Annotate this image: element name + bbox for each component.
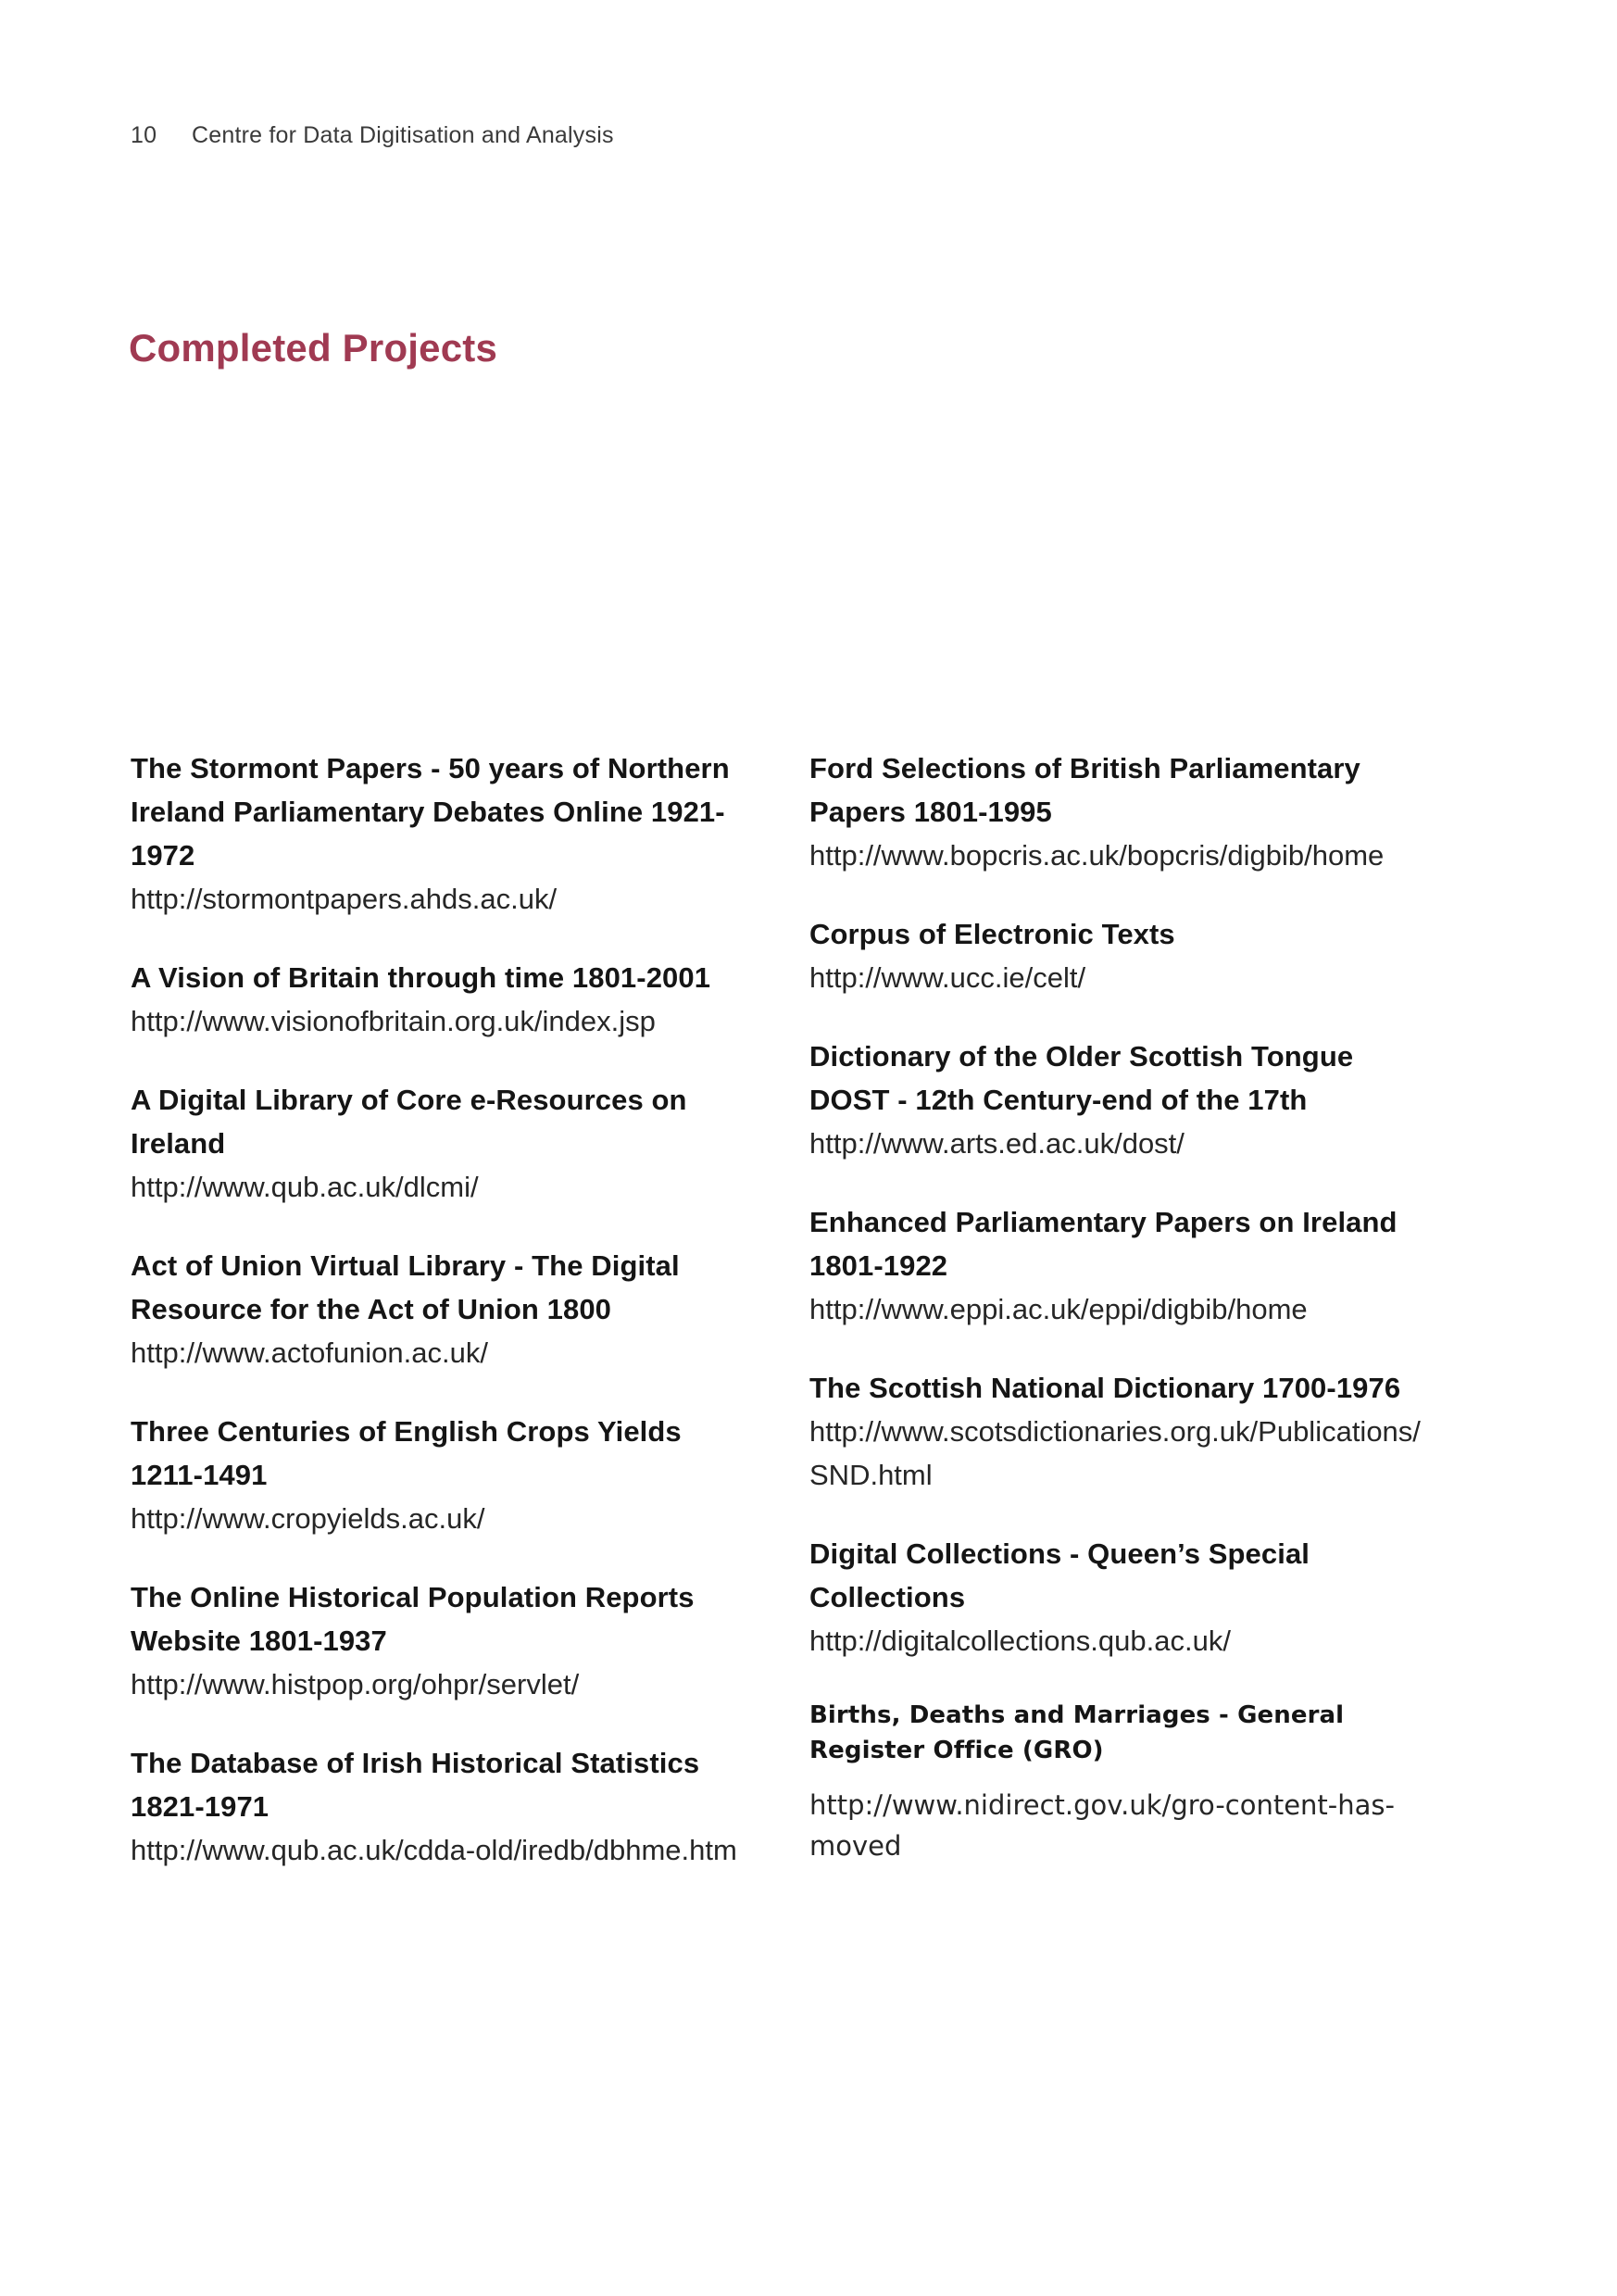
projects-right-column	[809, 747, 1435, 1907]
project-title: Act of Union Virtual Library - The Digital Resource for the Act of Union 1800	[131, 1249, 680, 1325]
project-item	[131, 1575, 756, 1706]
project-item	[809, 1200, 1435, 1331]
project-title: Corpus of Electronic Texts	[809, 918, 1175, 950]
project-url[interactable]: http://www.histpop.org/ohpr/servlet/	[131, 1668, 580, 1700]
project-url[interactable]: http://www.nidirect.gov.uk/gro-content-has-moved	[809, 1789, 1395, 1862]
project-title: The Online Historical Population Reports Website 1801-1937	[131, 1581, 695, 1657]
project-item	[809, 747, 1435, 877]
project-url[interactable]: http://www.arts.ed.ac.uk/dost/	[809, 1127, 1185, 1160]
project-title: The Stormont Papers - 50 years of Northern Ireland Parliamentary Debates Online 1921-1972	[131, 752, 730, 872]
running-header	[131, 122, 614, 149]
project-item	[131, 1410, 756, 1540]
project-title: A Digital Library of Core e-Resources on Ireland	[131, 1084, 687, 1160]
project-item	[131, 747, 756, 921]
project-title: Enhanced Parliamentary Papers on Ireland 1801-1922	[809, 1206, 1398, 1282]
project-title: A Vision of Britain through time 1801-2001	[131, 961, 711, 994]
project-item	[809, 1698, 1435, 1866]
project-title: The Scottish National Dictionary 1700-1976	[809, 1372, 1401, 1404]
project-item	[809, 1366, 1435, 1497]
project-url[interactable]: http://www.qub.ac.uk/cdda-old/iredb/dbhme.htm	[131, 1834, 737, 1866]
project-title: The Database of Irish Historical Statistics 1821-1971	[131, 1747, 700, 1823]
project-title: Ford Selections of British Parliamentary Papers 1801-1995	[809, 752, 1360, 828]
project-url[interactable]: http://digitalcollections.qub.ac.uk/	[809, 1625, 1231, 1657]
project-url[interactable]: http://www.eppi.ac.uk/eppi/digbib/home	[809, 1293, 1308, 1325]
projects-list	[131, 747, 1457, 1907]
project-url[interactable]: http://www.ucc.ie/celt/	[809, 961, 1086, 994]
project-item	[131, 1741, 756, 1872]
project-url[interactable]: http://www.cropyields.ac.uk/	[131, 1502, 485, 1535]
project-url[interactable]: http://www.visionofbritain.org.uk/index.jsp	[131, 1005, 656, 1037]
project-title: Three Centuries of English Crops Yields 1211-1491	[131, 1415, 682, 1491]
project-url[interactable]: http://www.bopcris.ac.uk/bopcris/digbib/home	[809, 839, 1385, 872]
project-item	[809, 912, 1435, 999]
project-item	[131, 956, 756, 1043]
project-title: Births, Deaths and Marriages - General Register Office (GRO)	[809, 1701, 1345, 1764]
project-url[interactable]: http://www.qub.ac.uk/dlcmi/	[131, 1171, 479, 1203]
project-item	[131, 1244, 756, 1374]
project-item	[809, 1035, 1435, 1165]
project-title: Dictionary of the Older Scottish Tongue DOST - 12th Century-end of the 17th	[809, 1040, 1354, 1116]
project-url[interactable]: http://stormontpapers.ahds.ac.uk/	[131, 883, 558, 915]
project-title: Digital Collections - Queen’s Special Collections	[809, 1537, 1310, 1613]
running-header-title: Centre for Data Digitisation and Analysis	[192, 122, 614, 148]
projects-left-column	[131, 747, 756, 1907]
project-item	[809, 1532, 1435, 1662]
project-item	[131, 1078, 756, 1209]
project-url[interactable]: http://www.actofunion.ac.uk/	[131, 1336, 488, 1369]
section-heading: Completed Projects	[129, 326, 498, 370]
project-url[interactable]: http://www.scotsdictionaries.org.uk/Publications/SND.html	[809, 1415, 1421, 1491]
page-number: 10	[131, 122, 157, 148]
